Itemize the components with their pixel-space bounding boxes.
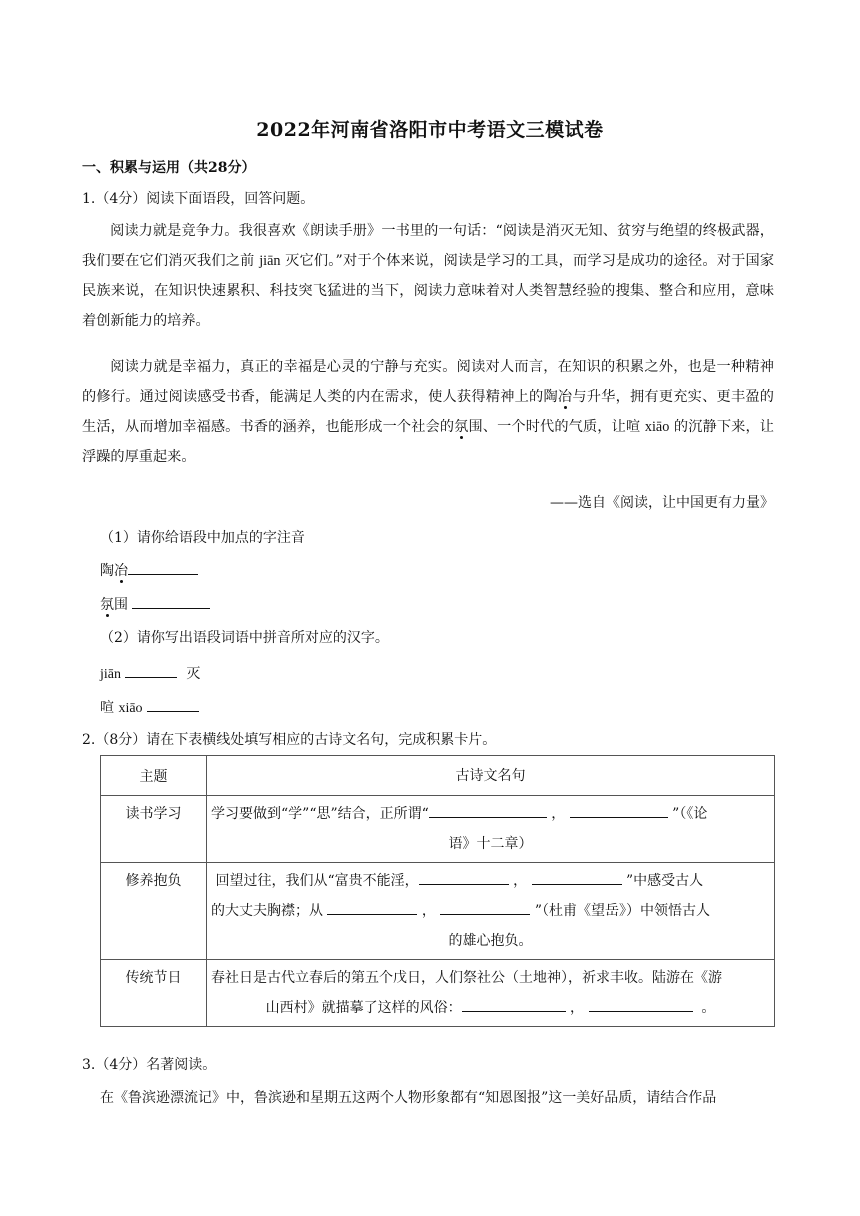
row-theme: 读书学习 [101, 796, 207, 863]
answer-label: 喧 [100, 700, 114, 716]
passage-text: 与升华，拥有更充实、更丰盈的生活，从而增加幸福感。书香的涵养，也能形成一个社会的 [82, 389, 774, 435]
row-text: ， [570, 1000, 585, 1016]
answer-label: 围 [114, 597, 128, 613]
table-row [101, 796, 775, 863]
passage-text: 的沉静下来，让浮躁的厚重起来。 [82, 419, 774, 465]
passage-text: 阅读力就是竞争力。我很喜欢《朗读手册》一书里的一句话：“阅读是消灭无知、贫穷与绝望的终极武器，我们要在它们消灭我们之前 [82, 223, 774, 269]
table-header-row [101, 756, 775, 796]
pinyin-jian: jiān [259, 253, 281, 269]
row-text: 的雄心抱负。 [448, 933, 533, 949]
dotted-char-ye: 冶 [114, 563, 128, 579]
pinyin-xiao: xiāo [118, 701, 143, 716]
row-text: ”中感受古人 [625, 873, 704, 889]
accumulation-card-table [100, 755, 775, 1027]
question-1-stem: 1.（4分）阅读下面语段，回答问题。 [82, 191, 315, 207]
question-3-text: 在《鲁滨逊漂流记》中，鲁滨逊和星期五这两个人物形象都有“知恩图报”这一美好品质，请结合作品 [100, 1090, 717, 1106]
answer-blank[interactable] [132, 594, 210, 609]
dotted-char-fen: 氛 [454, 419, 469, 435]
answer-line-xiao [100, 697, 199, 719]
answer-line-jian [100, 663, 200, 685]
sub-question-2: （2）请你写出语段词语中拼音所对应的汉字。 [100, 630, 389, 646]
passage-text: 围、一个时代的气质，让喧 [468, 419, 645, 435]
answer-line-fenwei [100, 594, 210, 615]
answer-label: 灭 [186, 666, 201, 682]
row-text: ， [551, 806, 566, 822]
row-text: ， [513, 873, 528, 889]
answer-blank[interactable] [128, 560, 198, 575]
passage-paragraph-2 [82, 352, 774, 472]
row-text: 语》十二章） [448, 836, 533, 852]
sub-question-1: （1）请你给语段中加点的字注音 [100, 530, 305, 546]
row-text: ， [421, 903, 436, 919]
row-content [207, 863, 775, 960]
dotted-char-ye: 冶 [557, 389, 573, 405]
answer-blank[interactable] [440, 900, 530, 915]
row-content [207, 960, 775, 1027]
row-text: 学习要做到“学”“思”结合，正所谓“ [211, 806, 429, 822]
row-text: ”（杜甫《望岳》）中领悟古人 [534, 903, 710, 919]
answer-blank[interactable] [589, 997, 693, 1012]
section-heading: 一、积累与运用（共28分） [82, 160, 256, 176]
table-row [101, 960, 775, 1027]
answer-blank[interactable] [419, 870, 509, 885]
answer-blank[interactable] [570, 803, 668, 818]
row-text: ”（《论 [672, 806, 708, 822]
passage-text: 阅读力就是幸福力，真正的幸福是心灵的宁静与充实。阅读对人而言，在知识的积累之外，也是一种精神的修行。通过阅读感受书香，能满足人类的内在需求，使人获得精神上的陶 [82, 359, 774, 405]
answer-label: 陶 [100, 563, 114, 579]
pinyin-jian: jiān [100, 667, 121, 682]
answer-blank[interactable] [532, 870, 622, 885]
pinyin-xiao: xiāo [644, 419, 670, 435]
page-title: 2022年河南省洛阳市中考语文三模试卷 [256, 119, 604, 141]
passage-paragraph-1 [82, 216, 774, 336]
row-theme: 修养抱负 [101, 863, 207, 960]
row-text: 春社日是古代立春后的第五个戊日，人们祭社公（土地神），祈求丰收。陆游在《游 [211, 970, 722, 986]
row-text: 的大丈夫胸襟；从 [211, 903, 323, 919]
answer-blank[interactable] [462, 997, 566, 1012]
table-row [101, 863, 775, 960]
answer-blank[interactable] [147, 697, 199, 712]
header-content: 古诗文名句 [207, 756, 775, 796]
question-2-stem: 2.（8分）请在下表横线处填写相应的古诗文名句，完成积累卡片。 [82, 732, 497, 748]
passage-source: ——选自《阅读，让中国更有力量》 [550, 495, 774, 511]
answer-blank[interactable] [125, 663, 177, 678]
answer-blank[interactable] [429, 803, 547, 818]
row-theme: 传统节日 [101, 960, 207, 1027]
dotted-char-fen: 氛 [100, 597, 114, 613]
row-text: 。 [701, 1000, 716, 1016]
row-text: 回望过往，我们从“富贵不能淫， [215, 873, 419, 889]
answer-line-taoye [100, 560, 198, 581]
passage-text: 灭它们。”对于个体来说，阅读是学习的工具，而学习是成功的途径。对于国家民族来说，在知识快速累积、科技突飞猛进的当下，阅读力意味着对人类智慧经验的搜集、整合和应用，意味着创新能力的培养。 [82, 253, 775, 329]
header-theme: 主题 [101, 756, 207, 796]
answer-blank[interactable] [327, 900, 417, 915]
question-3-stem: 3.（4分）名著阅读。 [82, 1057, 217, 1073]
row-text: 山西村》就描摹了这样的风俗： [265, 1000, 462, 1016]
row-content [207, 796, 775, 863]
